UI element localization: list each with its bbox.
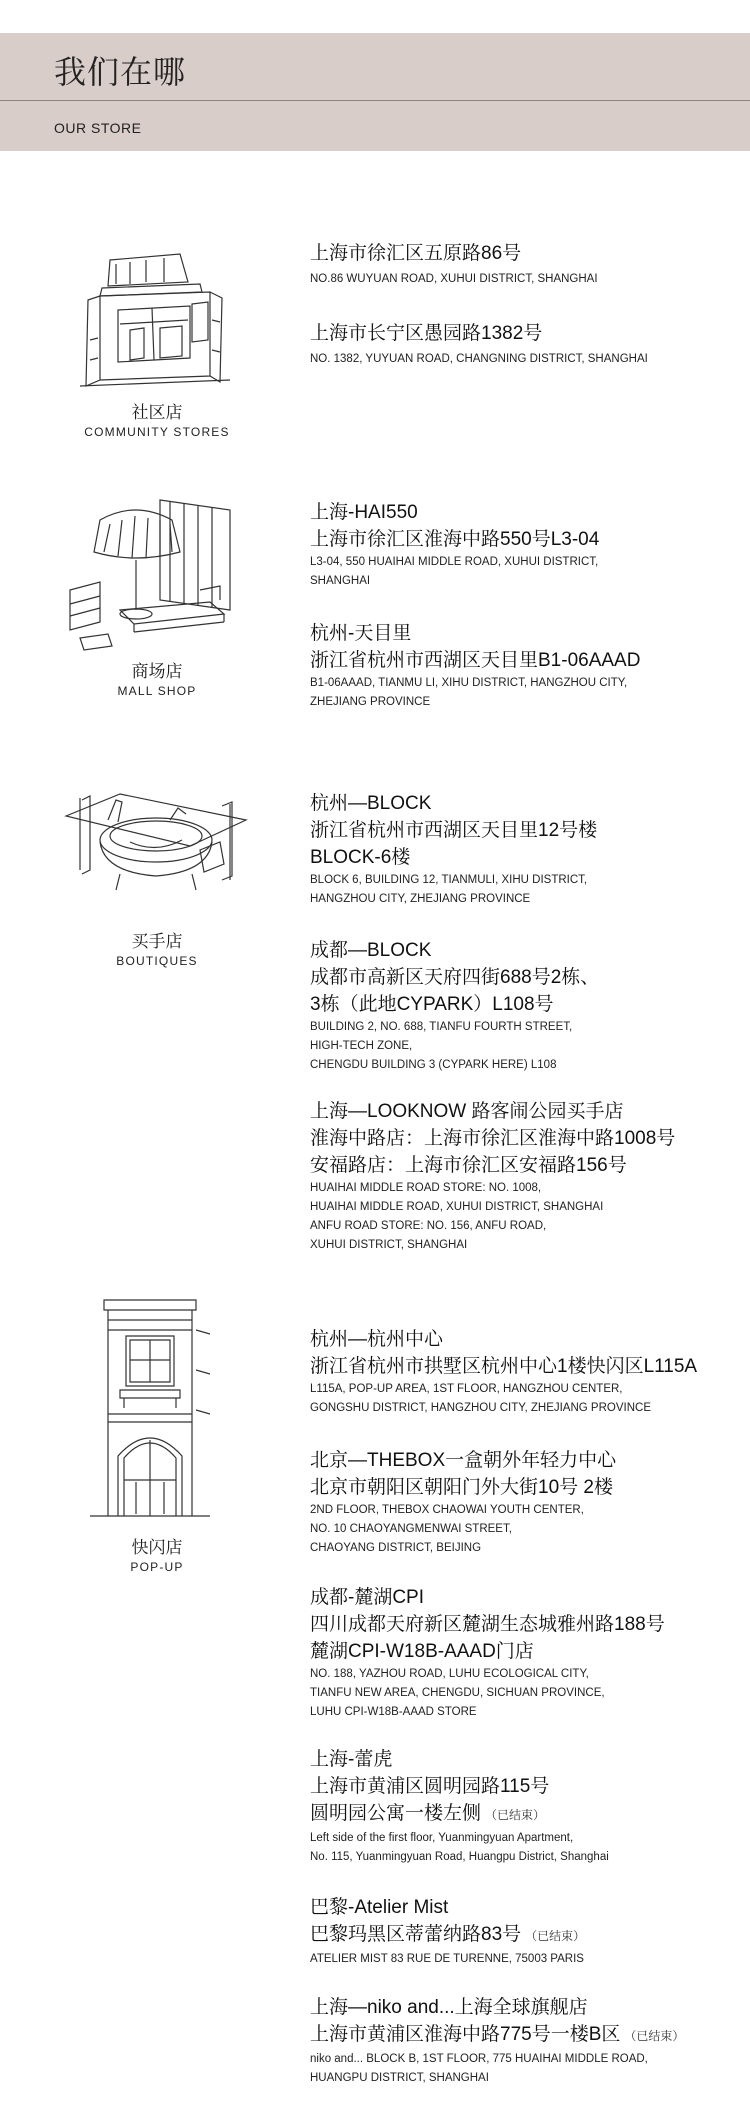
store-address-cn: 四川成都天府新区麓湖生态城雅州路188号 <box>310 1614 665 1635</box>
store-entry <box>310 1584 730 1722</box>
store-address-cn: 上海市徐汇区五原路86号 <box>310 243 522 264</box>
page-subtitle: OUR STORE <box>54 120 142 136</box>
store-name: 北京—THEBOX一盒朝外年轻力中心 <box>310 1450 617 1471</box>
store-address-cn: 浙江省杭州市西湖区天目里12号楼 <box>310 820 598 841</box>
store-entry <box>310 1994 730 2088</box>
store-address-en: NO. 10 CHAOYANGMENWAI STREET, <box>310 1523 512 1535</box>
closed-badge: （已结束） <box>525 1929 586 1943</box>
store-address-en: NO. 1382, YUYUAN ROAD, CHANGNING DISTRICT, SHANGHAI <box>310 353 648 365</box>
store-address-cn-row <box>310 1800 730 1829</box>
store-address-en: ZHEJIANG PROVINCE <box>310 696 431 708</box>
store-entry <box>310 499 730 591</box>
store-name: 成都-麓湖CPI <box>310 1587 425 1608</box>
store-entry <box>310 620 730 712</box>
page-header <box>0 33 750 151</box>
store-name: 上海—LOOKNOW 路客闹公园买手店 <box>310 1101 624 1122</box>
store-entry <box>310 1447 730 1558</box>
store-address-cn-row <box>310 2021 730 2050</box>
store-address-en: No. 115, Yuanmingyuan Road, Huangpu District, Shanghai <box>310 1851 609 1863</box>
building-facade-sketch-icon <box>60 1290 240 1520</box>
store-name: 上海-蕾虎 <box>310 1749 393 1770</box>
store-address-en: HUAIHAI MIDDLE ROAD STORE: NO. 1008, <box>310 1182 542 1194</box>
store-address-cn: 麓湖CPI-W18B-AAAD门店 <box>310 1641 534 1662</box>
store-address-en: HANGZHOU CITY, ZHEJIANG PROVINCE <box>310 893 531 905</box>
store-address-en: NO.86 WUYUAN ROAD, XUHUI DISTRICT, SHANGHAI <box>310 273 598 285</box>
store-address-en: B1-06AAAD, TIANMU LI, XIHU DISTRICT, HANGZHOU CITY, <box>310 677 628 689</box>
store-name: 杭州-天目里 <box>310 623 412 644</box>
category-label-cn: 社区店 <box>131 403 183 422</box>
category-label-cn: 买手店 <box>131 932 183 951</box>
closed-badge: （已结束） <box>485 1808 546 1822</box>
store-address-en: BUILDING 2, NO. 688, TIANFU FOURTH STREET, <box>310 1021 573 1033</box>
page-title: 我们在哪 <box>54 54 187 90</box>
store-address-cn-row <box>310 1921 730 1950</box>
store-address-en: 2ND FLOOR, THEBOX CHAOWAI YOUTH CENTER, <box>310 1504 584 1516</box>
store-address-en: SHANGHAI <box>310 575 371 587</box>
store-address-cn: 浙江省杭州市西湖区天目里B1-06AAAD <box>310 650 641 671</box>
store-address-cn: 上海市徐汇区淮海中路550号L3-04 <box>310 529 600 550</box>
store-address-en: Left side of the first floor, Yuanmingyuan Apartment, <box>310 1832 574 1844</box>
store-entry <box>310 1098 730 1255</box>
store-address-cn: 巴黎玛黑区蒂蕾纳路83号 <box>310 1924 522 1945</box>
store-address-en: CHENGDU BUILDING 3 (CYPARK HERE) L108 <box>310 1059 557 1071</box>
category-label-cn: 商场店 <box>131 662 183 681</box>
store-address-en: niko and... BLOCK B, 1ST FLOOR, 775 HUAIHAI MIDDLE ROAD, <box>310 2053 648 2065</box>
store-entry <box>310 790 730 909</box>
store-address-cn: 淮海中路店：上海市徐汇区淮海中路1008号 <box>310 1128 676 1149</box>
store-address-cn: 上海市黄浦区圆明园路115号 <box>310 1776 550 1797</box>
store-address-en: L115A, POP-UP AREA, 1ST FLOOR, HANGZHOU CENTER, <box>310 1383 623 1395</box>
header-divider <box>0 100 750 101</box>
store-address-cn: 北京市朝阳区朝阳门外大街10号 2楼 <box>310 1477 613 1498</box>
store-address-cn: 成都市高新区天府四街688号2栋、 <box>310 967 600 988</box>
store-address-en: L3-04, 550 HUAIHAI MIDDLE ROAD, XUHUI DISTRICT, <box>310 556 599 568</box>
closed-badge: （已结束） <box>624 2029 685 2043</box>
store-address-cn: 浙江省杭州市拱墅区杭州中心1楼快闪区L115A <box>310 1356 698 1377</box>
store-entry <box>310 937 730 1075</box>
store-address-en: ANFU ROAD STORE: NO. 156, ANFU ROAD, <box>310 1220 547 1232</box>
category-label-en: POP-UP <box>130 1560 184 1574</box>
store-address-en: BLOCK 6, BUILDING 12, TIANMULI, XIHU DISTRICT, <box>310 874 588 886</box>
store-address-en: CHAOYANG DISTRICT, BEIJING <box>310 1542 482 1554</box>
store-address-cn: 圆明园公寓一楼左侧 <box>310 1803 482 1824</box>
store-entry <box>310 1746 730 1867</box>
store-address-en: TIANFU NEW AREA, CHENGDU, SICHUAN PROVINCE, <box>310 1687 605 1699</box>
store-address-en: HUANGPU DISTRICT, SHANGHAI <box>310 2072 489 2084</box>
category-label-en: BOUTIQUES <box>116 954 198 968</box>
store-name: 成都—BLOCK <box>310 940 432 961</box>
store-entry <box>310 1894 730 1969</box>
store-address-cn: 上海市黄浦区淮海中路775号一楼B区 <box>310 2024 621 2045</box>
bathtub-sketch-icon <box>60 780 240 910</box>
store-address-en: XUHUI DISTRICT, SHANGHAI <box>310 1239 468 1251</box>
category-label-cn: 快闪店 <box>131 1538 183 1557</box>
store-entry <box>310 240 730 289</box>
store-name: 上海—niko and...上海全球旗舰店 <box>310 1997 588 2018</box>
store-entry <box>310 1326 730 1418</box>
category-label-en: COMMUNITY STORES <box>84 425 230 439</box>
store-name: 杭州—BLOCK <box>310 793 432 814</box>
store-address-en: ATELIER MIST 83 RUE DE TURENNE, 75003 PARIS <box>310 1953 584 1965</box>
store-address-en: LUHU CPI-W18B-AAAD STORE <box>310 1706 477 1718</box>
store-address-en: GONGSHU DISTRICT, HANGZHOU CITY, ZHEJIANG PROVINCE <box>310 1402 651 1414</box>
store-address-en: HIGH-TECH ZONE, <box>310 1040 413 1052</box>
lamp-furniture-sketch-icon <box>60 490 240 655</box>
store-entry <box>310 320 730 369</box>
store-name: 上海-HAI550 <box>310 502 418 523</box>
store-address-cn: BLOCK-6楼 <box>310 847 411 868</box>
store-name: 巴黎-Atelier Mist <box>310 1897 449 1918</box>
store-address-en: NO. 188, YAZHOU ROAD, LUHU ECOLOGICAL CITY, <box>310 1668 589 1680</box>
store-address-cn: 安福路店：上海市徐汇区安福路156号 <box>310 1155 627 1176</box>
storefront-sketch-icon <box>60 240 240 390</box>
store-address-en: HUAIHAI MIDDLE ROAD, XUHUI DISTRICT, SHANGHAI <box>310 1201 604 1213</box>
store-address-cn: 3栋（此地CYPARK）L108号 <box>310 994 554 1015</box>
category-label-en: MALL SHOP <box>117 684 197 698</box>
store-name: 杭州—杭州中心 <box>310 1329 444 1350</box>
store-address-cn: 上海市长宁区愚园路1382号 <box>310 323 543 344</box>
